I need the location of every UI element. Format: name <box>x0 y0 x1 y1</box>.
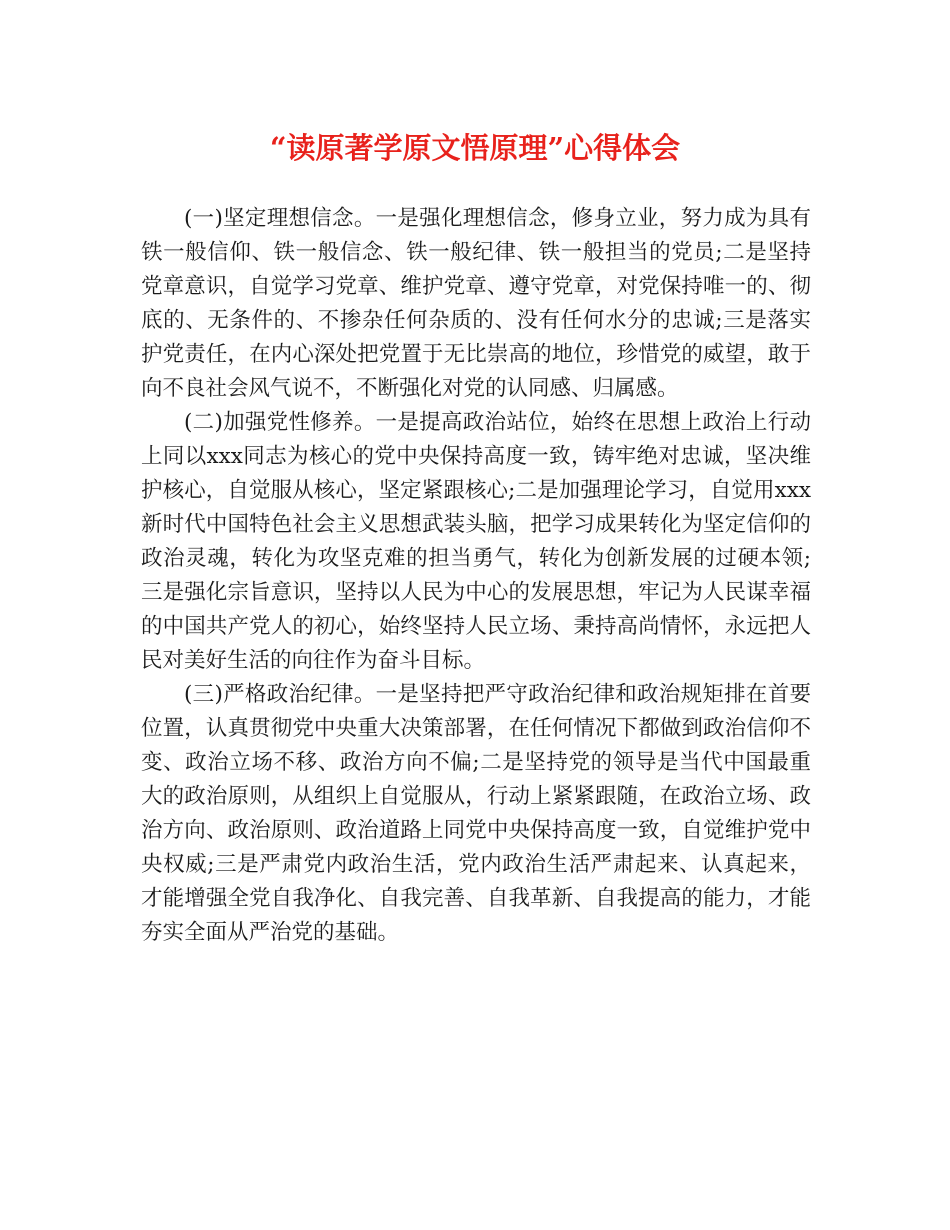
document-title: “读原著学原文悟原理”心得体会 <box>269 131 681 165</box>
document-body <box>141 202 811 950</box>
paragraph-1: (一)坚定理想信念。一是强化理想信念，修身立业，努力成为具有铁一般信仰、铁一般信念、铁一般纪律、铁一般担当的党员;二是坚持党章意识，自觉学习党章、维护党章、遵守党章，对党保持唯一的、彻底的、无条件的、不掺杂任何杂质的、没有任何水分的忠诚;三是落实护党责任，在内心深处把党置于无比崇高的地位，珍惜党的威望，敢于向不良社会风气说不，不断强化对党的认同感、归属感。 <box>141 206 811 401</box>
paragraph-2: (二)加强党性修养。一是提高政治站位，始终在思想上政治上行动上同以xxx同志为核心的党中央保持高度一致，铸牢绝对忠诚，坚决维护核心，自觉服从核心，坚定紧跟核心;二是加强理论学习，自觉用xxx新时代中国特色社会主义思想武装头脑，把学习成果转化为坚定信仰的政治灵魂，转化为攻坚克难的担当勇气，转化为创新发展的过硬本领;三是强化宗旨意识，坚持以人民为中心的发展思想，牢记为人民谋幸福的中国共产党人的初心，始终坚持人民立场、秉持高尚情怀，永远把人民对美好生活的向往作为奋斗目标。 <box>141 410 811 673</box>
paragraph-3: (三)严格政治纪律。一是坚持把严守政治纪律和政治规矩排在首要位置，认真贯彻党中央重大决策部署，在任何情况下都做到政治信仰不变、政治立场不移、政治方向不偏;二是坚持党的领导是当代中国最重大的政治原则，从组织上自觉服从，行动上紧紧跟随，在政治立场、政治方向、政治原则、政治道路上同党中央保持高度一致，自觉维护党中央权威;三是严肃党内政治生活，党内政治生活严肃起来、认真起来，才能增强全党自我净化、自我完善、自我革新、自我提高的能力，才能夯实全面从严治党的基础。 <box>141 682 811 945</box>
